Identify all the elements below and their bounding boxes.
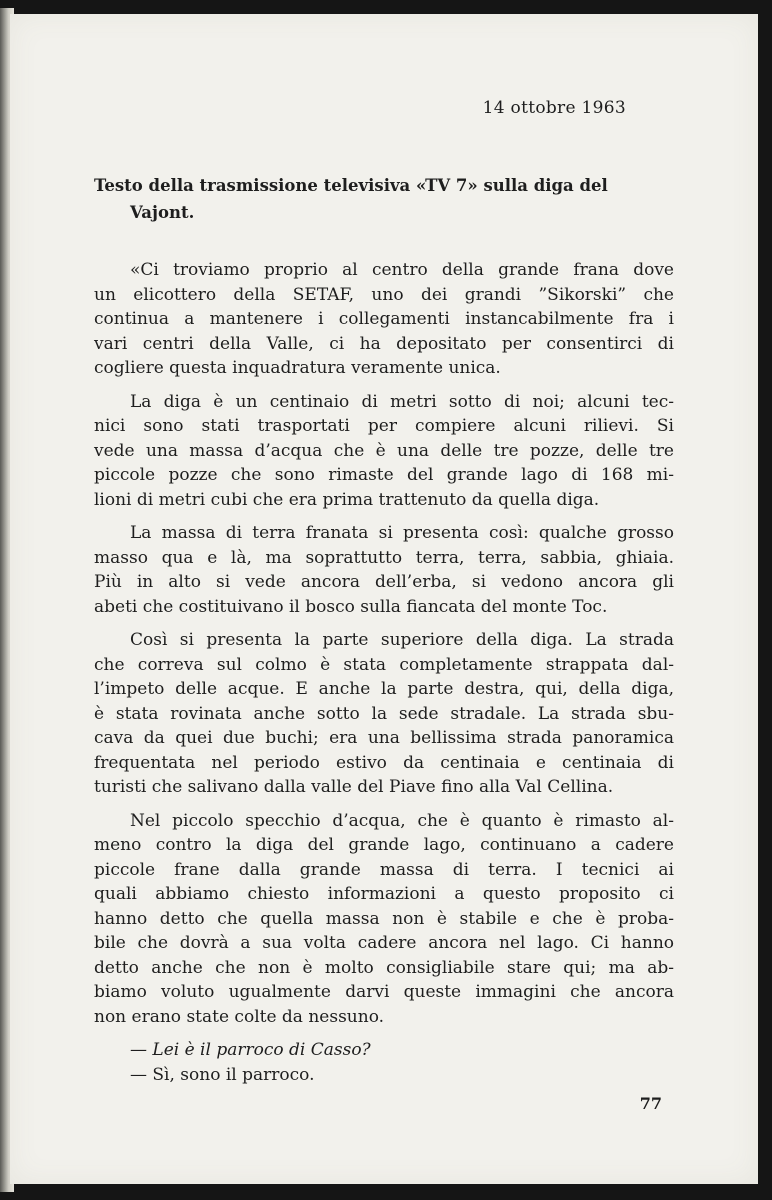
book-page <box>10 14 758 1184</box>
paragraph-line: piccole pozze che sono rimaste del grande lago di 168 mi- <box>94 465 674 485</box>
paragraph-line: hanno detto che quella massa non è stabile e che è proba- <box>94 908 674 929</box>
paragraph-line: cava da quei due buchi; era una bellissima strada panoramica <box>94 728 674 748</box>
page-number: 77 <box>639 1094 662 1113</box>
paragraph-line: quali abbiamo chiesto informazioni a questo proposito ci <box>94 884 674 904</box>
paragraph-line: «Ci troviamo proprio al centro della grande frana dove <box>130 260 674 280</box>
paragraph-line: biamo voluto ugualmente darvi queste immagini che ancora <box>94 982 674 1002</box>
title-line-2: Vajont. <box>130 203 195 222</box>
document-date: 14 ottobre 1963 <box>482 98 626 118</box>
body-paragraph <box>94 258 674 381</box>
paragraph-line: Così si presenta la parte superiore della diga. La strada <box>130 630 674 650</box>
dialog-question: — Lei è il parroco di Casso? <box>130 1040 371 1060</box>
body-paragraph <box>94 521 674 619</box>
paragraph-line: cogliere questa inquadratura veramente unica. <box>94 358 501 378</box>
paragraph-line: l’impeto delle acque. E anche la parte destra, qui, della diga, <box>94 679 674 699</box>
paragraph-line: La massa di terra franata si presenta così: qualche grosso <box>130 523 674 543</box>
paragraph-line: detto anche che non è molto consigliabile stare qui; ma ab- <box>94 957 674 978</box>
body-paragraph <box>94 628 674 800</box>
paragraph-line: meno contro la diga del grande lago, continuano a cadere <box>94 835 674 855</box>
dialog-answer: — Sì, sono il parroco. <box>130 1064 315 1085</box>
paragraph-line: Nel piccolo specchio d’acqua, che è quanto è rimasto al- <box>130 810 674 831</box>
paragraph-line: La diga è un centinaio di metri sotto di noi; alcuni tec- <box>130 391 674 412</box>
paragraph-line: nici sono stati trasportati per compiere alcuni rilievi. Si <box>94 416 674 436</box>
paragraph-line: continua a mantenere i collegamenti instancabilmente fra i <box>94 309 674 329</box>
paragraph-line: abeti che costituivano il bosco sulla fiancata del monte Toc. <box>94 596 608 617</box>
paragraph-line: Più in alto si vede ancora dell’erba, si vedono ancora gli <box>94 572 674 592</box>
paragraph-line: piccole frane dalla grande massa di terra. I tecnici ai <box>94 859 674 880</box>
body-paragraph <box>94 809 674 1030</box>
paragraph-line: non erano state colte da nessuno. <box>94 1006 385 1027</box>
document-body <box>94 258 674 1087</box>
paragraph-line: vede una massa d’acqua che è una delle tre pozze, delle tre <box>94 440 674 461</box>
title-line-1: Testo della trasmissione televisiva «TV 7» sulla diga del <box>94 176 608 195</box>
body-paragraph <box>94 390 674 513</box>
paragraph-line: che correva sul colmo è stata completamente strappata dal- <box>94 654 674 675</box>
paragraph-line: un elicottero della SETAF, uno dei grandi ”Sikorski” che <box>94 284 674 305</box>
paragraph-line: frequentata nel periodo estivo da centinaia e centinaia di <box>94 752 674 773</box>
paragraph-line: è stata rovinata anche sotto la sede stradale. La strada sbu- <box>94 703 674 724</box>
paragraph-line: turisti che salivano dalla valle del Piave fino alla Val Cellina. <box>94 777 614 797</box>
paragraph-line: bile che dovrà a sua volta cadere ancora nel lago. Ci hanno <box>94 933 674 953</box>
document-title <box>94 172 674 226</box>
paragraph-line: vari centri della Valle, ci ha depositato per consentirci di <box>94 333 674 354</box>
paragraph-line: masso qua e là, ma soprattutto terra, terra, sabbia, ghiaia. <box>94 547 674 568</box>
paragraph-line: lioni di metri cubi che era prima trattenuto da quella diga. <box>94 489 600 510</box>
